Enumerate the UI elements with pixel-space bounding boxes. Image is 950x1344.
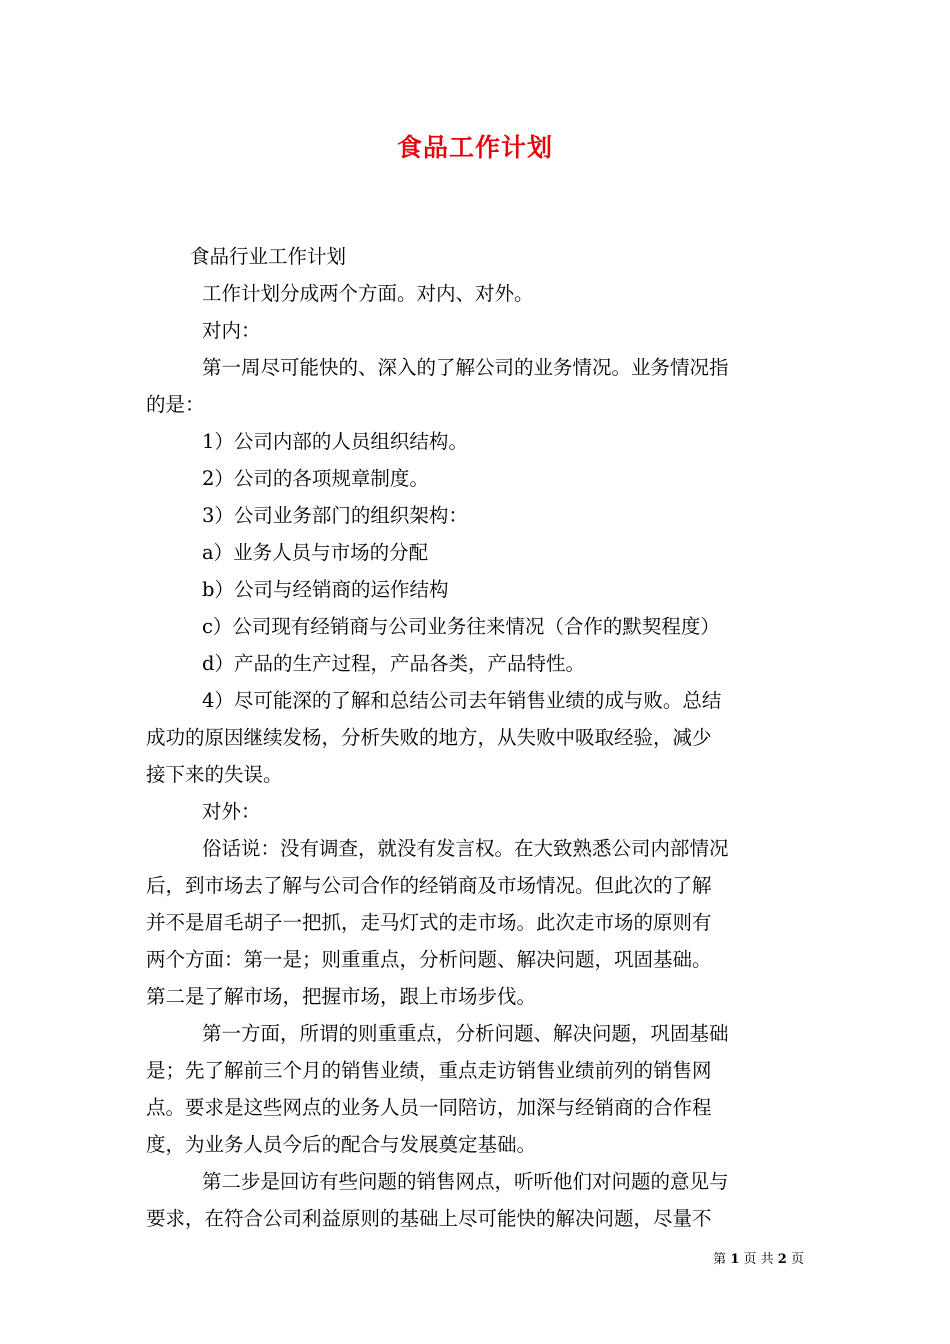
doc-line: 俗话说：没有调查，就没有发言权。在大致熟悉公司内部情况 — [202, 837, 729, 860]
doc-line: 第二是了解市场，把握市场，跟上市场步伐。 — [146, 985, 537, 1008]
doc-line: 要求，在符合公司利益原则的基础上尽可能快的解决问题，尽量不 — [146, 1207, 712, 1230]
doc-line: 两个方面：第一是；则重重点，分析问题、解决问题，巩固基础。 — [146, 948, 712, 971]
doc-line: 4）尽可能深的了解和总结公司去年销售业绩的成与败。总结 — [202, 689, 722, 712]
doc-line: b）公司与经销商的运作结构 — [202, 578, 449, 601]
doc-line: 对内： — [202, 319, 261, 342]
document-title: 食品工作计划 — [396, 133, 553, 162]
document-body — [146, 238, 808, 1237]
doc-line: 1）公司内部的人员组织结构。 — [202, 430, 468, 453]
doc-line: 接下来的失误。 — [146, 763, 283, 786]
doc-line: a）业务人员与市场的分配 — [202, 541, 429, 564]
doc-line: 后，到市场去了解与公司合作的经销商及市场情况。但此次的了解 — [146, 874, 712, 897]
doc-line: 是；先了解前三个月的销售业绩，重点走访销售业绩前列的销售网 — [146, 1059, 712, 1082]
doc-line: 第二步是回访有些问题的销售网点，听听他们对问题的意见与 — [202, 1170, 729, 1193]
doc-line: 并不是眉毛胡子一把抓，走马灯式的走市场。此次走市场的原则有 — [146, 911, 712, 934]
doc-line: 工作计划分成两个方面。对内、对外。 — [202, 282, 534, 305]
doc-line: 度，为业务人员今后的配合与发展奠定基础。 — [146, 1133, 537, 1156]
doc-line: 2）公司的各项规章制度。 — [202, 467, 429, 490]
doc-line: 第一周尽可能快的、深入的了解公司的业务情况。业务情况指 — [202, 356, 729, 379]
doc-line: 成功的原因继续发杨，分析失败的地方，从失败中吸取经验，减少 — [146, 726, 712, 749]
footer-suffix: 页 — [790, 1252, 804, 1267]
doc-line: d）产品的生产过程，产品各类，产品特性。 — [202, 652, 585, 675]
footer-page-number: 1 — [730, 1252, 740, 1267]
footer-middle: 页 共 — [743, 1252, 774, 1267]
doc-line: 点。要求是这些网点的业务人员一同陪访，加深与经销商的合作程 — [146, 1096, 712, 1119]
page-footer — [713, 1248, 804, 1267]
doc-line: 3）公司业务部门的组织架构： — [202, 504, 468, 527]
doc-line: 对外： — [202, 800, 261, 823]
doc-line: 食品行业工作计划 — [190, 245, 347, 268]
doc-line: c）公司现有经销商与公司业务往来情况（合作的默契程度） — [202, 615, 720, 638]
footer-total-pages: 2 — [777, 1252, 787, 1267]
doc-line: 的是： — [146, 393, 205, 416]
footer-prefix: 第 — [713, 1252, 727, 1267]
doc-line: 第一方面，所谓的则重重点，分析问题、解决问题，巩固基础 — [202, 1022, 729, 1045]
